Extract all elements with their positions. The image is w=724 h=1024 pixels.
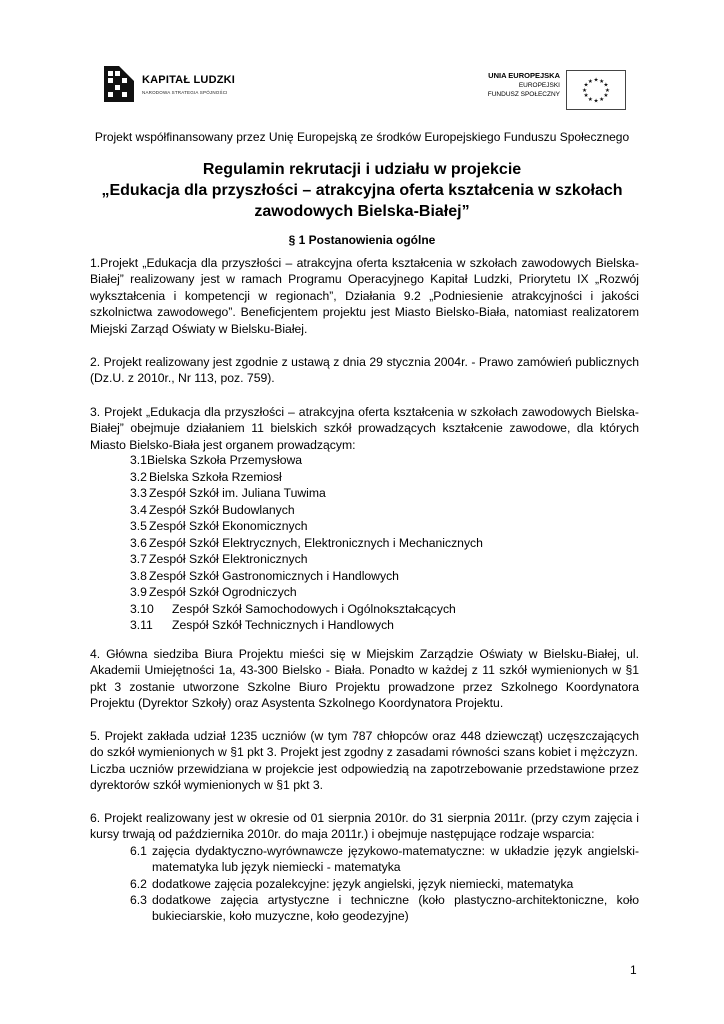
list-item-text: Zespół Szkół Gastronomicznych i Handlowych — [149, 568, 399, 583]
eu-flag-icon — [566, 70, 626, 110]
section-heading: § 1 Postanowienia ogólne — [288, 233, 436, 247]
list-item-text: Zespół Szkół Ogrodniczych — [149, 585, 297, 599]
list-item — [130, 843, 639, 876]
kapital-ludzki-logo — [90, 58, 255, 116]
svg-text:★: ★ — [587, 96, 593, 103]
svg-text:★: ★ — [587, 78, 593, 85]
list-item — [130, 452, 302, 468]
list-item-number: 3.8 — [130, 568, 147, 583]
list-item — [130, 485, 326, 501]
paragraph-6: 6. Projekt realizowany jest w okresie od 01 sierpnia 2010r. do 31 sierpnia 2011r. (przy czym zajęcia i kursy trwają od października 2010r. do maja 2011r.) i obejmuje następujące rodzaje wsparcia: — [90, 811, 639, 842]
list-item-text: Zespół Szkół im. Juliana Tuwima — [149, 486, 326, 500]
list-item — [130, 584, 297, 600]
list-item-number: 3.5 — [130, 519, 147, 533]
list-item-text: Zespół Szkół Ekonomicznych — [149, 519, 308, 533]
list-item-number: 3.9 — [130, 585, 147, 599]
list-item — [130, 502, 295, 518]
paragraph-2: 2. Projekt realizowany jest zgodnie z ustawą z dnia 29 stycznia 2004r. - Prawo zamówień publicznych (Dz.U. z 2010r., Nr 113, poz. 759). — [90, 355, 639, 386]
list-item-number: 3.7 — [130, 552, 147, 566]
svg-text:★: ★ — [583, 93, 589, 100]
cofinancing-note: Projekt współfinansowany przez Unię Europejską ze środków Europejskiego Funduszu Społecznego — [94, 130, 630, 144]
eu-logo-line2: EUROPEJSKI — [518, 82, 560, 89]
list-item — [130, 617, 394, 633]
list-item-text: Zespół Szkół Elektrycznych, Elektronicznych i Mechanicznych — [149, 535, 483, 550]
list-item-text: zajęcia dydaktyczno-wyrównawcze językowo-matematyczne: w układzie język angielski-matematyka lub język niemiecki - matematyka — [152, 844, 639, 875]
svg-text:★: ★ — [583, 82, 589, 89]
document-title-line3: zawodowych Bielska-Białej” — [254, 203, 470, 220]
list-item-number: 3.11 — [130, 618, 153, 632]
eu-logo-text — [488, 71, 560, 99]
list-item — [130, 892, 639, 925]
list-item-text: Bielska Szkoła Przemysłowa — [146, 453, 303, 467]
svg-text:★: ★ — [603, 93, 609, 100]
eu-logo-line3: FUNDUSZ SPOŁECZNY — [487, 91, 560, 98]
list-item — [130, 551, 308, 567]
list-item — [130, 568, 399, 584]
paragraph-4: 4. Główna siedziba Biura Projektu mieści się w Miejskim Zarządzie Oświaty w Bielsku-Białej, ul. Akademii Umiejętności 1a, 43-300 Bielsko - Biała. Ponadto w każdej z 11 szkół wymienionych w §1 pkt 3 zostanie utworzone Szkolne Biuro Projektu prowadzone przez Szkolnego Koordynatora Projektu (Dyrektor Szkoły) oraz Asystenta Szkolnego Koordynatora Projektu. — [90, 647, 639, 711]
list-item — [130, 535, 483, 551]
list-item — [130, 876, 639, 893]
list-item-text: Zespół Szkół Samochodowych i Ogólnokształcących — [172, 601, 456, 616]
list-item-text: Zespół Szkół Elektronicznych — [149, 552, 308, 566]
paragraph-5: 5. Projekt zakłada udział 1235 uczniów (w tym 787 chłopców oraz 448 dziewcząt) uczęszczających do szkół wymienionych w §1 pkt 3. Projekt jest zgodny z zasadami równości szans kobiet i mężczyzn. — [90, 729, 639, 760]
list-item-number: 3.4 — [130, 502, 147, 517]
list-item-text: Zespół Szkół Budowlanych — [149, 502, 295, 517]
svg-text:★: ★ — [604, 87, 610, 94]
svg-text:★: ★ — [582, 87, 588, 94]
list-item — [130, 469, 282, 485]
paragraph-1: 1.Projekt „Edukacja dla przyszłości – atrakcyjna oferta kształcenia w szkołach zawodowych Bielska-Białej” realizowany jest w ramach Programu Operacyjnego Kapitał Ludzki, Priorytetu IX „Rozwój wykształcenia i kompetencji w regionach”, Działania 9.2 „Podniesienie atrakcyjności i jakości szkolnictwa zawodowego”. Beneficjentem projektu jest Miasto Bielsko-Biała, natomiast realizatorem Miejski Zarząd Oświaty w Bielsku-Białej. — [90, 256, 639, 336]
list-item-number: 3.2 — [130, 469, 147, 484]
kapital-ludzki-emblem-icon — [104, 66, 134, 102]
svg-text:★: ★ — [593, 98, 599, 105]
list-item-number: 6.1 — [130, 844, 147, 858]
list-item-number: 3.10 — [130, 601, 154, 616]
list-item — [130, 601, 456, 617]
list-item-text: Bielska Szkoła Rzemiosł — [149, 469, 282, 484]
kapital-ludzki-subtitle: NARODOWA STRATEGIA SPÓJNOŚCI — [142, 90, 228, 95]
eu-logo — [470, 70, 630, 112]
list-item-number: 3.6 — [130, 535, 147, 550]
document-title-line1: Regulamin rekrutacji i udziału w projekcie — [202, 161, 522, 178]
list-item-number: 3.1 — [130, 453, 147, 467]
list-item-text: dodatkowe zajęcia artystyczne i techniczne (koło plastyczno-architektoniczne, koło bukieciarskie, koło muzyczne, koło geodezyjne) — [152, 893, 639, 924]
document-title-line2: „Edukacja dla przyszłości – atrakcyjna oferta kształcenia w szkołach — [101, 182, 623, 199]
list-item — [130, 518, 308, 534]
page-number: 1 — [630, 963, 637, 977]
list-item-text: Zespół Szkół Technicznych i Handlowych — [172, 618, 394, 632]
svg-text:★: ★ — [599, 78, 605, 85]
svg-text:★: ★ — [599, 96, 605, 103]
svg-text:★: ★ — [603, 82, 609, 89]
paragraph-5-continued: Liczba uczniów przewidziana w projekcie jest odpowiedzią na zapotrzebowanie przedstawione przez dyrektorów szkół wymienionych w §1 pkt 3. — [90, 762, 639, 793]
list-item-number: 6.2 — [130, 877, 147, 891]
list-item-number: 6.3 — [130, 893, 147, 907]
list-item-text: dodatkowe zajęcia pozalekcyjne: język angielski, język niemiecki, matematyka — [152, 877, 574, 891]
eu-logo-line1: UNIA EUROPEJSKA — [488, 71, 560, 80]
paragraph-3: 3. Projekt „Edukacja dla przyszłości – atrakcyjna oferta kształcenia w szkołach zawodowych Bielska-Białej” obejmuje działaniem 11 bielskich szkół prowadzących kształcenie zawodowe, dla których Miasto Bielsko-Biała jest organem prowadzącym: — [90, 405, 639, 452]
list-item-number: 3.3 — [130, 486, 147, 500]
svg-text:★: ★ — [593, 77, 599, 84]
kapital-ludzki-title: KAPITAŁ LUDZKI — [142, 74, 236, 86]
